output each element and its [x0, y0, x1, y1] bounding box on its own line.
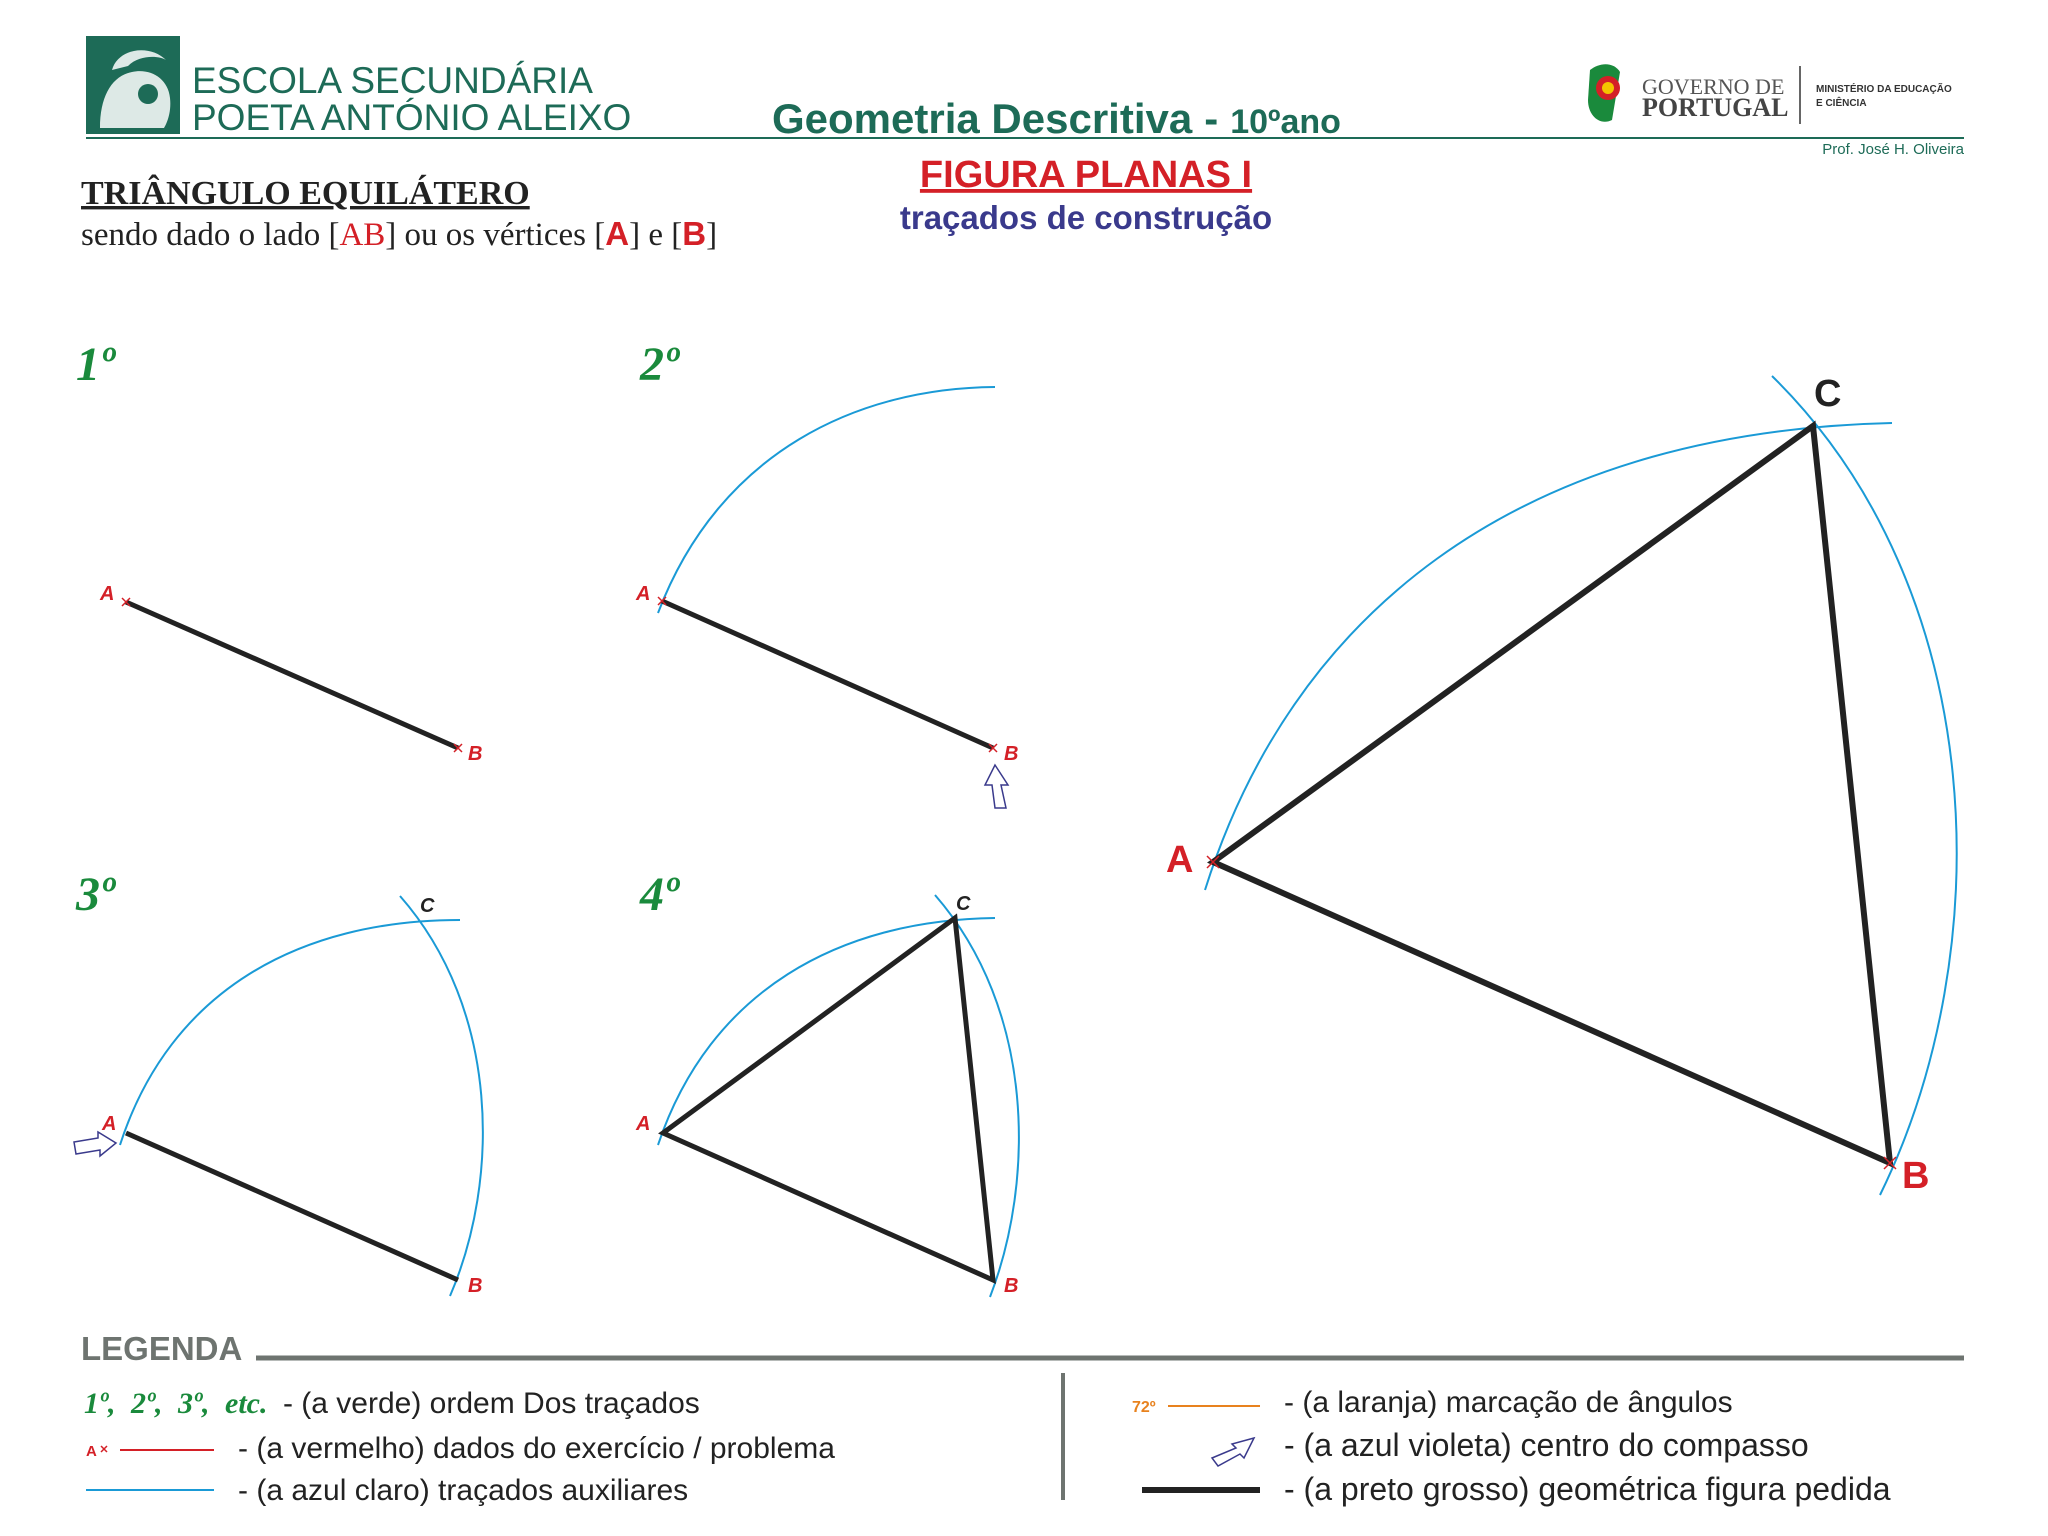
legend-violet-desc: - (a azul violeta) centro do compasso — [1284, 1427, 1809, 1463]
topic-title: TRIÂNGULO EQUILÁTERO — [81, 175, 530, 212]
vertex-b-label: B — [1902, 1155, 1930, 1197]
course-title: Geometria Descritiva - 10ºano — [772, 95, 1341, 142]
legend-orange-desc: - (a laranja) marcação de ângulos — [1284, 1386, 1733, 1419]
vertex-a-label: A — [100, 583, 115, 605]
segment-ab — [126, 1133, 458, 1280]
ministry-line2: E CIÊNCIA — [1816, 98, 1867, 109]
auxiliary-arc — [658, 387, 995, 613]
topic-subtitle: sendo dado o lado [AB] ou os vértices [A] e [B] — [81, 215, 718, 253]
vertex-c-label: C — [1814, 373, 1842, 415]
step-order-label: 1º — [76, 338, 115, 391]
school-name-line2: POETA ANTÓNIO ALEIXO — [192, 97, 632, 138]
legend-red-sample-label: A — [86, 1443, 97, 1460]
school-logo — [86, 36, 180, 134]
auxiliary-arc-from-a — [1205, 423, 1892, 890]
step-4 — [635, 868, 1019, 1297]
segment-ab — [662, 601, 993, 748]
legend-compass-center-arrow-icon — [1212, 1438, 1254, 1466]
school-name-line1: ESCOLA SECUNDÁRIA — [192, 60, 593, 101]
step-2 — [635, 338, 1018, 808]
vertex-c-label: C — [420, 895, 435, 917]
vertex-a-label: A — [1166, 839, 1194, 881]
vertex-b-label: B — [468, 743, 483, 765]
figure-subtitle: traçados de construção — [899, 199, 1273, 236]
compass-center-arrow-icon — [985, 765, 1008, 808]
auxiliary-arc-from-a — [120, 920, 460, 1145]
figure-title: FIGURA PLANAS I — [919, 154, 1253, 196]
vertex-a-label: A — [636, 1113, 651, 1135]
legend-black-desc: - (a preto grosso) geométrica figura pedida — [1284, 1471, 1891, 1507]
equilateral-triangle — [1213, 426, 1890, 1163]
government-line1: GOVERNO DE — [1642, 74, 1785, 99]
equilateral-triangle — [663, 918, 993, 1280]
vertex-b-label: B — [468, 1275, 483, 1297]
government-line2: PORTUGAL — [1642, 93, 1789, 122]
compass-center-arrow-icon — [74, 1132, 116, 1156]
legend — [81, 1330, 1964, 1507]
government-emblem — [1588, 64, 1620, 122]
legend-orange-sample-label: 72º — [1132, 1399, 1156, 1416]
final-construction — [1166, 373, 1957, 1197]
auxiliary-arc-from-b — [935, 895, 1019, 1297]
segment-ab — [126, 602, 458, 748]
step-order-label: 3º — [76, 868, 115, 921]
step-order-label: 4º — [640, 868, 679, 921]
vertex-b-label: B — [1004, 743, 1019, 765]
auxiliary-arc-from-b — [400, 896, 483, 1296]
step-order-label: 2º — [640, 338, 679, 391]
ministry-line1: MINISTÉRIO DA EDUCAÇÃO — [1816, 84, 1952, 95]
legend-red-desc: - (a vermelho) dados do exercício / problema — [238, 1432, 835, 1465]
vertex-b-label: B — [1004, 1275, 1019, 1297]
legend-order-row: 1º, 2º, 3º, etc. - (a verde) ordem Dos traçados — [84, 1387, 700, 1420]
auxiliary-arc-from-a — [658, 918, 995, 1145]
auxiliary-arc-from-b — [1772, 376, 1957, 1195]
legend-blue-desc: - (a azul claro) traçados auxiliares — [238, 1474, 689, 1507]
vertex-c-label: C — [956, 893, 971, 915]
vertex-a-label: A — [636, 583, 651, 605]
step-1 — [76, 338, 482, 765]
step-3 — [74, 868, 483, 1297]
author: Prof. José H. Oliveira — [1822, 141, 1964, 158]
legend-title: LEGENDA — [81, 1330, 243, 1367]
vertex-a-label: A — [102, 1113, 117, 1135]
legend-red-sample-mark — [101, 1446, 107, 1452]
